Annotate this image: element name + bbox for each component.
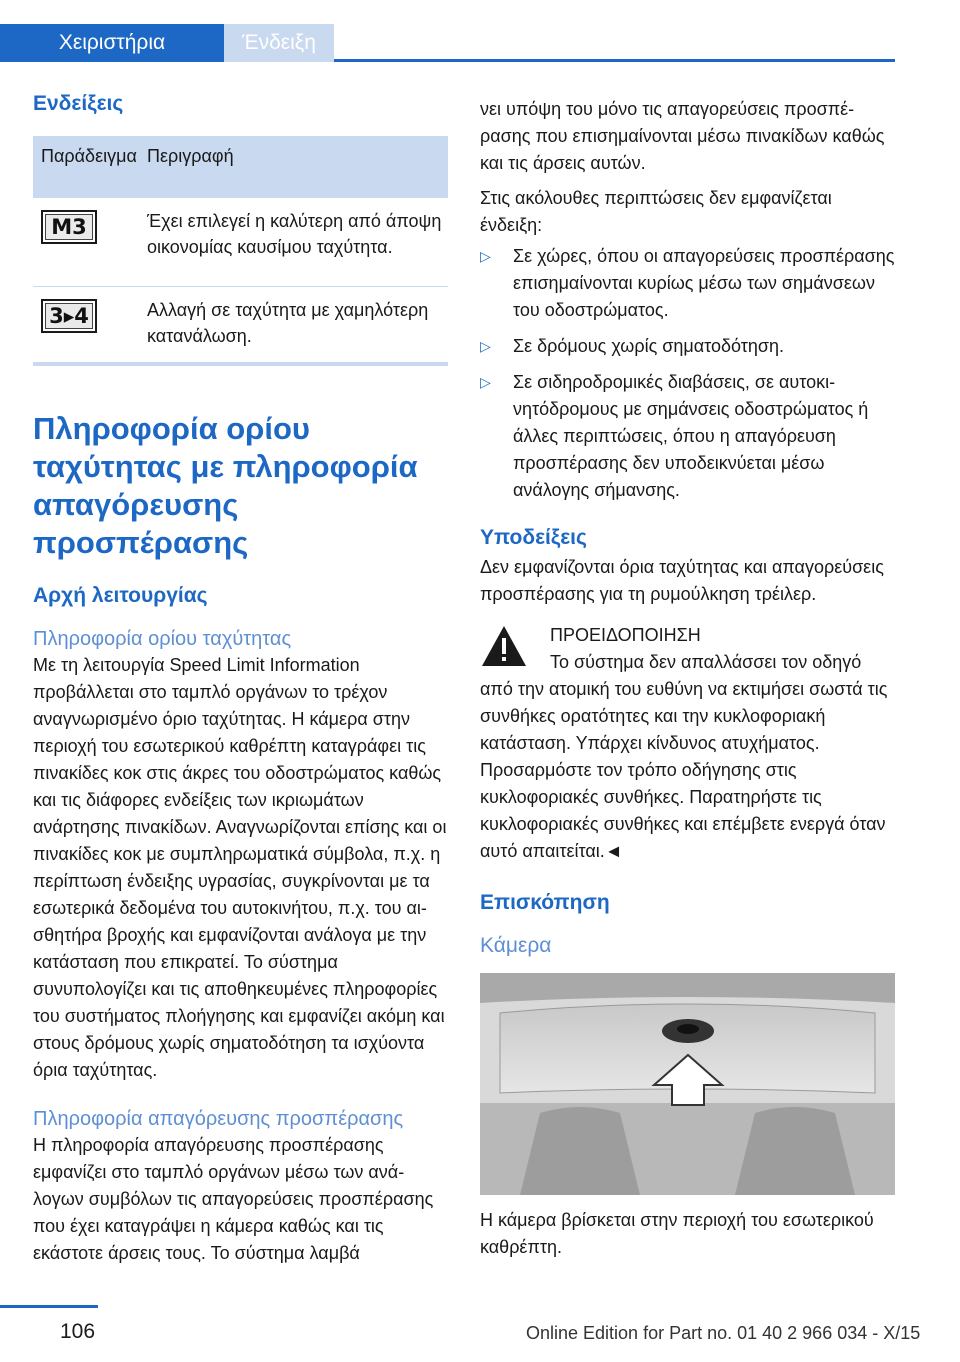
page-number: 106	[60, 1320, 96, 1343]
warning-triangle-icon	[480, 624, 528, 668]
table-cell-symbol	[33, 198, 139, 286]
indicators-table	[33, 136, 448, 366]
speed-info-paragraph: Με τη λειτουργία Speed Limit Information προβάλλεται στο ταμπλό οργάνων το τρέχον αναγνωρισμένο όριο ταχύτητας. Η κάμερα στην περιοχή του εσωτερικού καθρέπτη καταγράφει τις πινακίδες κοκ στις άκρες του οδοστρώματος καθώς και τις διάφορες ενδείξεις των ικριωμάτων ανάρτησης πινακίδων. Αναγνωρίζονται επίσης και οι πινακίδες κοκ με συμπληρωματικά σύμβολα, π.χ. η περίπτωση ένδειξης υγρασίας, συγκρίνονται με τα εσωτερικά δεδομένα του αυτοκινήτου, π.χ. του αισθητήρα βροχής και εμφανίζονται ανάλογα με την κατάσταση που επικρατεί. Το σύστημα συνυπολογίζει και τις αποθηκευμένες πληροφορίες του συστήματος πλοήγησης και εμφανίζει ακόμη και στους δρόμους χωρίς σηματοδότηση τα ισχύοντα όρια ταχύτητας.	[33, 655, 447, 1080]
bullet-triangle-icon: ▷	[480, 374, 491, 390]
list-item: ▷ Σε χώρες, όπου οι απαγορεύσεις προσπέρασης επισημαίνονται κυρίως μέσω των σημάνσεων του οδοστρώματος.	[480, 243, 895, 324]
table-row	[33, 198, 448, 286]
notes-paragraph: Δεν εμφανίζονται όρια ταχύτητας και απαγορεύσεις προσπέρασης για τη ρυμούλκηση τρέιλερ.	[480, 557, 884, 604]
edition-note: Online Edition for Part no. 01 40 2 966 034 - X/15	[526, 1323, 921, 1343]
camera-caption: Η κάμερα βρίσκεται στην περιοχή του εσωτερικού καθρέπτη.	[480, 1210, 874, 1257]
camera-location-photo	[480, 973, 895, 1195]
indicators-heading: Ενδείξεις	[33, 92, 124, 115]
list-item: ▷ Σε σιδηροδρομικές διαβάσεις, σε αυτοκινητόδρομους με σημάνσεις οδοστρώματος ή άλλες περιπτώσεις, όπου η απαγόρευση προσπέρασης δεν υποδεικνύεται μέσω ανάλογης σήμανσης.	[480, 369, 895, 504]
cases-intro: Στις ακόλουθες περιπτώσεις δεν εμφανίζεται ένδειξη:	[480, 188, 832, 235]
overtake-info-heading: Πληροφορία απαγόρευσης προσπέρασης	[33, 1108, 404, 1130]
footer-divider	[0, 1305, 98, 1308]
warning-block	[480, 622, 895, 649]
speed-info-heading: Πληροφορία ορίου ταχύτητας	[33, 628, 292, 650]
table-header-description: Περιγραφή	[139, 136, 448, 198]
section-title: Πληροφορία ορίου ταχύτητας με πληροφορία απαγόρευσης προσπέρασης	[33, 411, 418, 560]
table-header-row	[33, 136, 448, 198]
warning-paragraph: Το σύστημα δεν απαλλάσσει τον οδηγό από την ατομική του ευθύνη να εκτιμήσει σωστά τις συνθήκες ορατότητες και την κυκλοφοριακή κατάσταση. Υπάρχει κίνδυνος ατυχήματος. Προσαρμόστε τον τρόπο οδήγησης στις κυκλοφοριακές συνθήκες. Παρατηρήστε τις κυκλοφοριακές συνθήκες και επέμβετε ενεργά όταν αυτό απαιτείται.◄	[480, 652, 888, 861]
tab-display[interactable]: Ένδειξη	[224, 24, 334, 62]
notes-heading: Υποδείξεις	[480, 526, 587, 549]
tab-controls[interactable]: Χειριστήρια	[0, 24, 224, 62]
overtake-info-paragraph: Η πληροφορία απαγόρευσης προσπέρασης εμφανίζει στο ταμπλό οργάνων μέσω των ανάλογων συμβόλων τις απαγορεύσεις προσπέρασης που έχει καταγράψει η κάμερα καθώς και τις εκάστοτε άρσεις τους. Το σύστημα λαμβά	[33, 1135, 434, 1263]
principle-heading: Αρχή λειτουργίας	[33, 584, 208, 607]
list-item: ▷ Σε δρόμους χωρίς σηματοδότηση.	[480, 333, 895, 360]
gear-m3-icon: M3	[41, 210, 97, 244]
left-column	[33, 92, 448, 1267]
cases-list	[480, 243, 895, 504]
upshift-3-4-icon: 3▸4	[41, 299, 97, 333]
car-interior-illustration	[480, 973, 895, 1195]
bullet-triangle-icon: ▷	[480, 338, 491, 354]
overview-heading: Επισκόπηση	[480, 891, 610, 914]
continued-paragraph: νει υπόψη του μόνο τις απαγορεύσεις προσπέρασης που επισημαίνονται μέσω πινακίδων καθώς και τις άρσεις αυτών.	[480, 99, 885, 173]
table-cell-symbol	[33, 286, 139, 364]
bullet-triangle-icon: ▷	[480, 248, 491, 264]
top-navigation-bar	[0, 0, 895, 62]
table-cell-description: Έχει επιλεγεί η καλύτερη από άποψη οικονομίας καυσίμου ταχύτητα.	[139, 198, 448, 286]
table-row	[33, 286, 448, 364]
warning-label: ΠΡΟΕΙΔΟΠΟΙΗΣΗ	[550, 625, 701, 645]
table-header-example: Παράδειγμα	[33, 136, 139, 198]
right-column	[480, 96, 895, 1261]
camera-heading: Κάμερα	[480, 934, 552, 957]
table-cell-description: Αλλαγή σε ταχύτητα με χαμηλότερη κατανάλωση.	[139, 286, 448, 364]
